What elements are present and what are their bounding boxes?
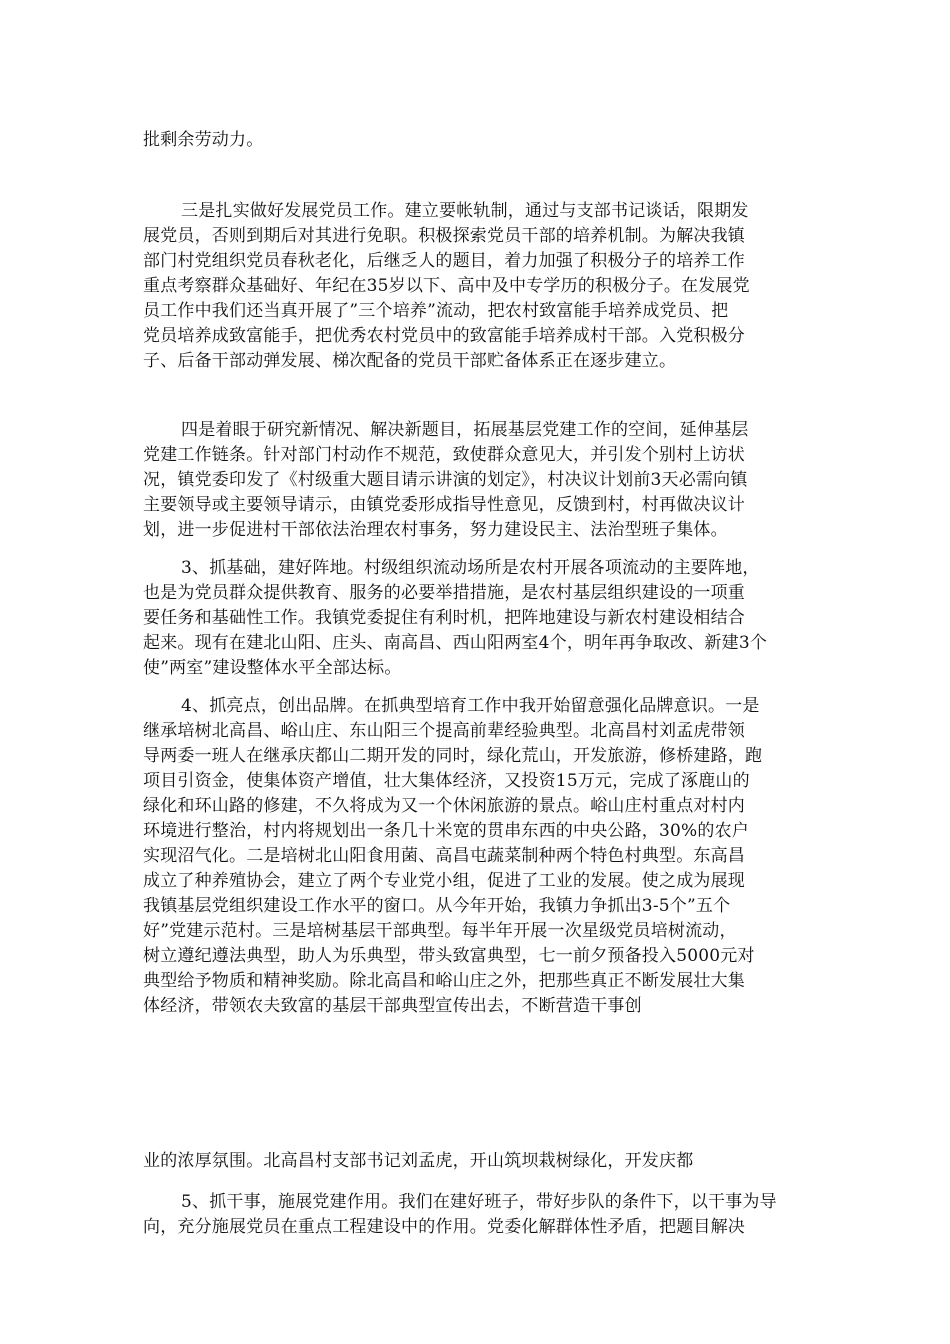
paragraph-4-line-5: 使”两室”建设整体水平全部达标。: [143, 658, 402, 678]
paragraph-5-line-2: 继承培树北高昌、峪山庄、东山阳三个提高前辈经验典型。北高昌村刘孟虎带领: [143, 721, 745, 741]
paragraph-3-line-4: 主要领导或主要领导请示，由镇党委形成指导性意见，反馈到村，村再做决议计: [143, 495, 745, 515]
paragraph-2-line-1: 三是扎实做好发展党员工作。建立要帐轨制，通过与支部书记谈话，限期发: [181, 201, 749, 221]
paragraph-7-line-2: 向，充分施展党员在重点工程建设中的作用。党委化解群体性矛盾，把题目解决: [143, 1217, 745, 1237]
paragraph-7-line-1: 5、抓干事，施展党建作用。我们在建好班子，带好步队的条件下，以干事为导: [181, 1192, 777, 1212]
paragraph-3-line-1: 四是着眼于研究新情况、解决新题目，拓展基层党建工作的空间，延伸基层: [181, 420, 749, 440]
paragraph-5-line-10: 好”党建示范村。三是培树基层干部典型。每半年开展一次星级党员培树流动，: [143, 921, 737, 941]
paragraph-2-line-6: 党员培养成致富能手，把优秀农村党员中的致富能手培养成村干部。入党积极分: [143, 326, 745, 346]
paragraph-2-line-3: 部门村党组织党员春秋老化，后继乏人的题目，着力加强了积极分子的培养工作: [143, 251, 745, 271]
paragraph-6-line-1: 业的浓厚氛围。北高昌村支部书记刘孟虎，开山筑坝栽树绿化，开发庆都: [143, 1151, 694, 1171]
paragraph-2-line-5: 员工作中我们还当真开展了”三个培养”流动，把农村致富能手培养成党员、把: [143, 301, 729, 321]
paragraph-4-line-4: 起来。现有在建北山阳、庄头、南高昌、西山阳两室4个，明年再争取改、新建3个: [143, 633, 768, 653]
paragraph-5-line-9: 我镇基层党组织建设工作水平的窗口。从今年开始，我镇力争抓出3-5个”五个: [143, 896, 731, 916]
paragraph-5-line-1: 4、抓亮点，创出品牌。在抓典型培育工作中我开始留意强化品牌意识。一是: [181, 696, 760, 716]
paragraph-5-line-5: 绿化和环山路的修建，不久将成为又一个休闲旅游的景点。峪山庄村重点对村内: [143, 796, 745, 816]
paragraph-5-line-3: 导两委一班人在继承庆都山二期开发的同时，绿化荒山，开发旅游，修桥建路，跑: [143, 746, 763, 766]
paragraph-3-line-5: 划，进一步促进村干部依法治理农村事务，努力建设民主、法治型班子集体。: [143, 520, 728, 540]
paragraph-5-line-13: 体经济，带领农夫致富的基层干部典型宣传出去，不断营造干事创: [143, 996, 642, 1016]
paragraph-5-line-7: 实现沼气化。二是培树北山阳食用菌、高昌屯蔬菜制种两个特色村典型。东高昌: [143, 846, 745, 866]
paragraph-3-line-3: 况，镇党委印发了《村级重大题目请示讲演的划定》，村决议计划前3天必需向镇: [143, 470, 748, 490]
paragraph-4-line-3: 要任务和基础性工作。我镇党委捉住有利时机，把阵地建设与新农村建设相结合: [143, 608, 745, 628]
paragraph-2-line-4: 重点考察群众基础好、年纪在35岁以下、高中及中专学历的积极分子。在发展党: [143, 276, 750, 296]
paragraph-2-line-7: 子、后备干部动弹发展、梯次配备的党员干部贮备体系正在逐步建立。: [143, 351, 677, 371]
paragraph-4-line-2: 也是为党员群众提供教育、服务的必要举措措施，是农村基层组织建设的一项重: [143, 583, 745, 603]
paragraph-1-line-1: 批剩余劳动力。: [143, 130, 264, 150]
paragraph-5-line-6: 环境进行整治，村内将规划出一条几十米宽的贯串东西的中央公路，30%的农户: [143, 821, 749, 841]
paragraph-5-line-11: 树立遵纪遵法典型，助人为乐典型，带头致富典型，七一前夕预备投入5000元对: [143, 946, 755, 966]
paragraph-5-line-8: 成立了种养殖协会，建立了两个专业党小组，促进了工业的发展。使之成为展现: [143, 871, 745, 891]
paragraph-5-line-4: 项目引资金，使集体资产增值，壮大集体经济，又投资15万元，完成了涿鹿山的: [143, 771, 750, 791]
paragraph-2-line-2: 展党员，否则到期后对其进行免职。积极探索党员干部的培养机制。为解决我镇: [143, 226, 745, 246]
paragraph-3-line-2: 党建工作链条。针对部门村动作不规范，致使群众意见大，并引发个别村上访状: [143, 445, 745, 465]
paragraph-4-line-1: 3、抓基础，建好阵地。村级组织流动场所是农村开展各项流动的主要阵地，: [181, 558, 760, 578]
paragraph-5-line-12: 典型给予物质和精神奖励。除北高昌和峪山庄之外，把那些真正不断发展壮大集: [143, 971, 745, 991]
